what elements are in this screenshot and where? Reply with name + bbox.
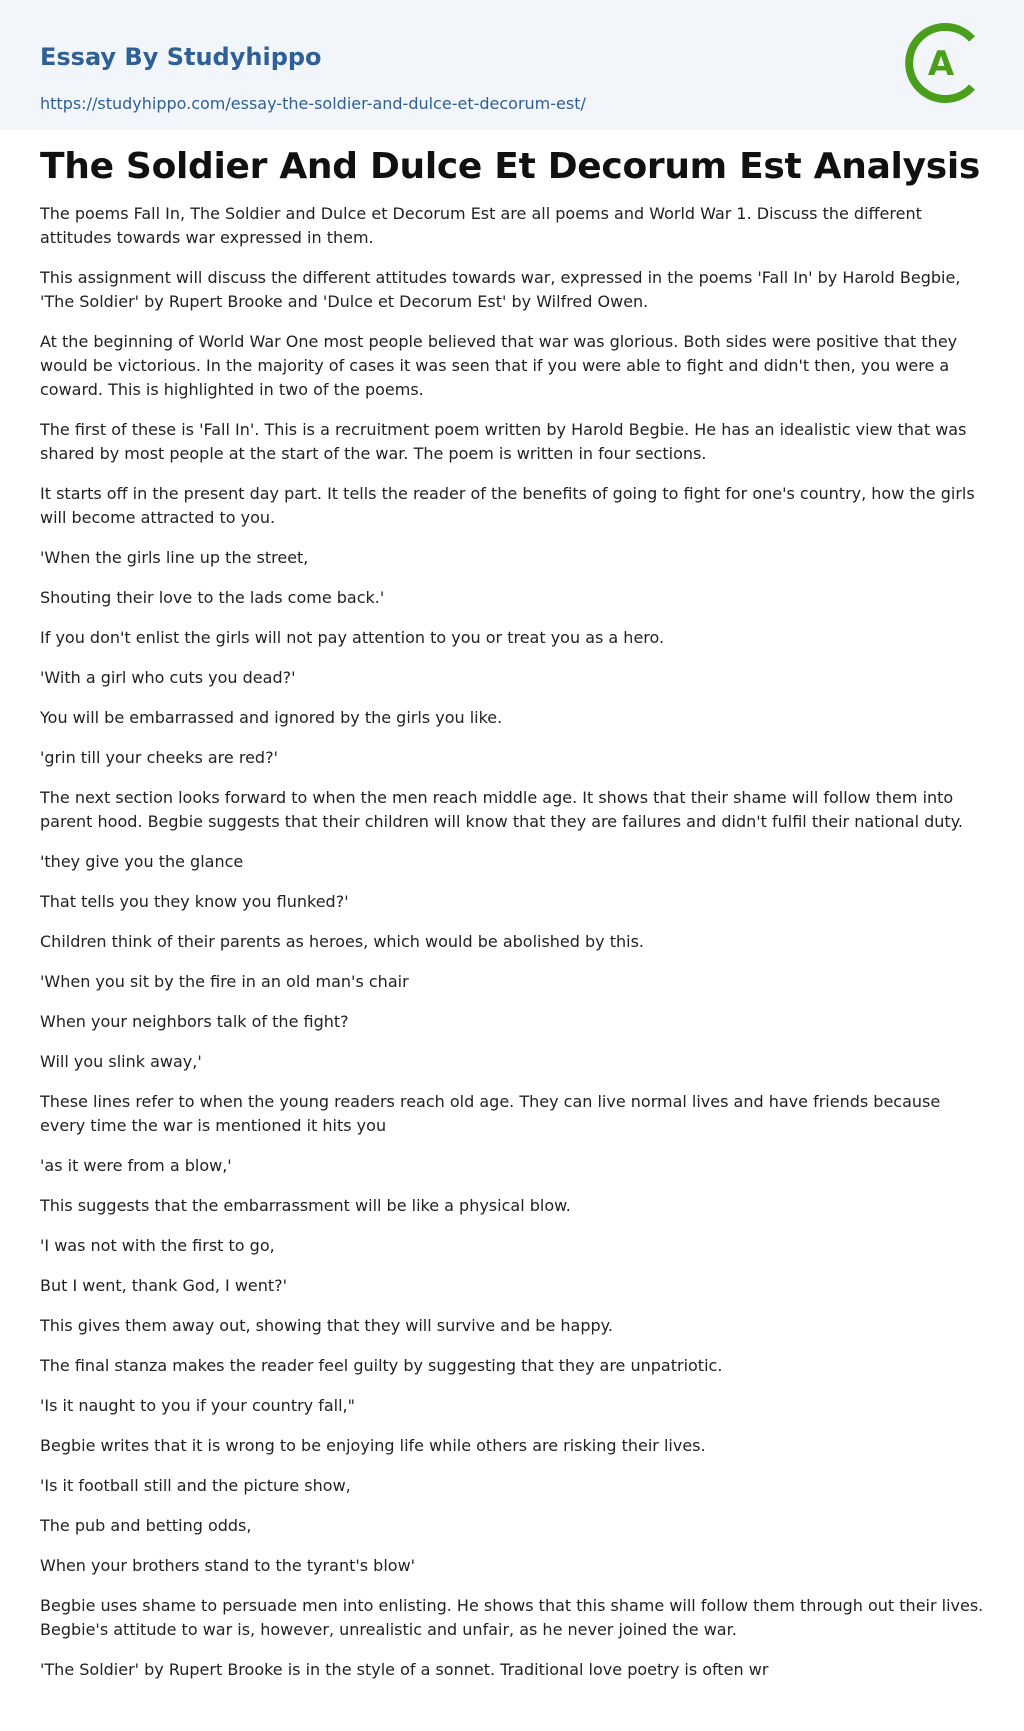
studyhippo-logo-icon[interactable] [898,20,984,106]
paragraph: The pub and betting odds, [40,1516,252,1535]
paragraph: 'Is it naught to you if your country fall," [40,1396,355,1415]
paragraph: 'as it were from a blow,' [40,1156,232,1175]
paragraph: Children think of their parents as heroes, which would be abolished by this. [40,932,645,951]
paragraph: Will you slink away,' [40,1052,202,1071]
paragraph: That tells you they know you flunked?' [40,892,349,911]
paragraph: Begbie writes that it is wrong to be enjoying life while others are risking their lives. [40,1436,706,1455]
paragraph: When your neighbors talk of the fight? [40,1012,349,1031]
paragraph: 'When you sit by the fire in an old man's chair [40,972,409,991]
paragraph: 'they give you the glance [40,852,244,871]
paragraph: Shouting their love to the lads come back.' [40,588,385,607]
logo-letter: A [927,44,955,84]
site-header [0,0,1024,130]
paragraph: When your brothers stand to the tyrant's blow' [40,1556,416,1575]
paragraph: You will be embarrassed and ignored by the girls you like. [40,708,503,727]
paragraph: 'The Soldier' by Rupert Brooke is in the style of a sonnet. Traditional love poetry is often wr [40,1660,769,1679]
essay-title: The Soldier And Dulce Et Decorum Est Analysis [40,146,981,187]
paragraph: 'I was not with the first to go, [40,1236,275,1255]
paragraph: The poems Fall In, The Soldier and Dulce et Decorum Est are all poems and World War 1. Discuss the different attitudes towards war expressed in them. [40,204,922,247]
brand-title[interactable]: Essay By Studyhippo [40,43,322,71]
paragraph: At the beginning of World War One most people believed that war was glorious. Both sides were positive that they would be victorious. In the majority of cases it was seen that if you were able to fight and didn't then, you were a coward. This is highlighted in two of the poems. [40,332,958,399]
paragraph: This gives them away out, showing that they will survive and be happy. [40,1316,613,1335]
paragraph: The first of these is 'Fall In'. This is a recruitment poem written by Harold Begbie. He has an idealistic view that was shared by most people at the start of the war. The poem is written in four sections. [40,420,967,463]
paragraph: This assignment will discuss the different attitudes towards war, expressed in the poems 'Fall In' by Harold Begbie, 'The Soldier' by Rupert Brooke and 'Dulce et Decorum Est' by Wilfred Owen. [40,268,961,311]
essay-url-link[interactable]: https://studyhippo.com/essay-the-soldier-and-dulce-et-decorum-est/ [40,94,586,113]
paragraph: If you don't enlist the girls will not pay attention to you or treat you as a hero. [40,628,665,647]
paragraph: It starts off in the present day part. It tells the reader of the benefits of going to fight for one's country, how the girls will become attracted to you. [40,484,975,527]
essay-content [0,130,1024,1682]
paragraph: The next section looks forward to when the men reach middle age. It shows that their shame will follow them into parent hood. Begbie suggests that their children will know that they are failures and didn't fulfil their national duty. [40,788,963,831]
paragraph: 'grin till your cheeks are red?' [40,748,278,767]
paragraph: 'Is it football still and the picture show, [40,1476,351,1495]
paragraph: But I went, thank God, I went?' [40,1276,288,1295]
paragraph: This suggests that the embarrassment will be like a physical blow. [40,1196,571,1215]
paragraph: 'When the girls line up the street, [40,548,309,567]
paragraph: These lines refer to when the young readers reach old age. They can live normal lives and have friends because every time the war is mentioned it hits you [40,1092,941,1135]
paragraph: 'With a girl who cuts you dead?' [40,668,296,687]
essay-body [40,202,984,1682]
paragraph: The final stanza makes the reader feel guilty by suggesting that they are unpatriotic. [40,1356,723,1375]
paragraph: Begbie uses shame to persuade men into enlisting. He shows that this shame will follow them through out their lives. Begbie's attitude to war is, however, unrealistic and unfair, as he never joined the war. [40,1596,984,1639]
